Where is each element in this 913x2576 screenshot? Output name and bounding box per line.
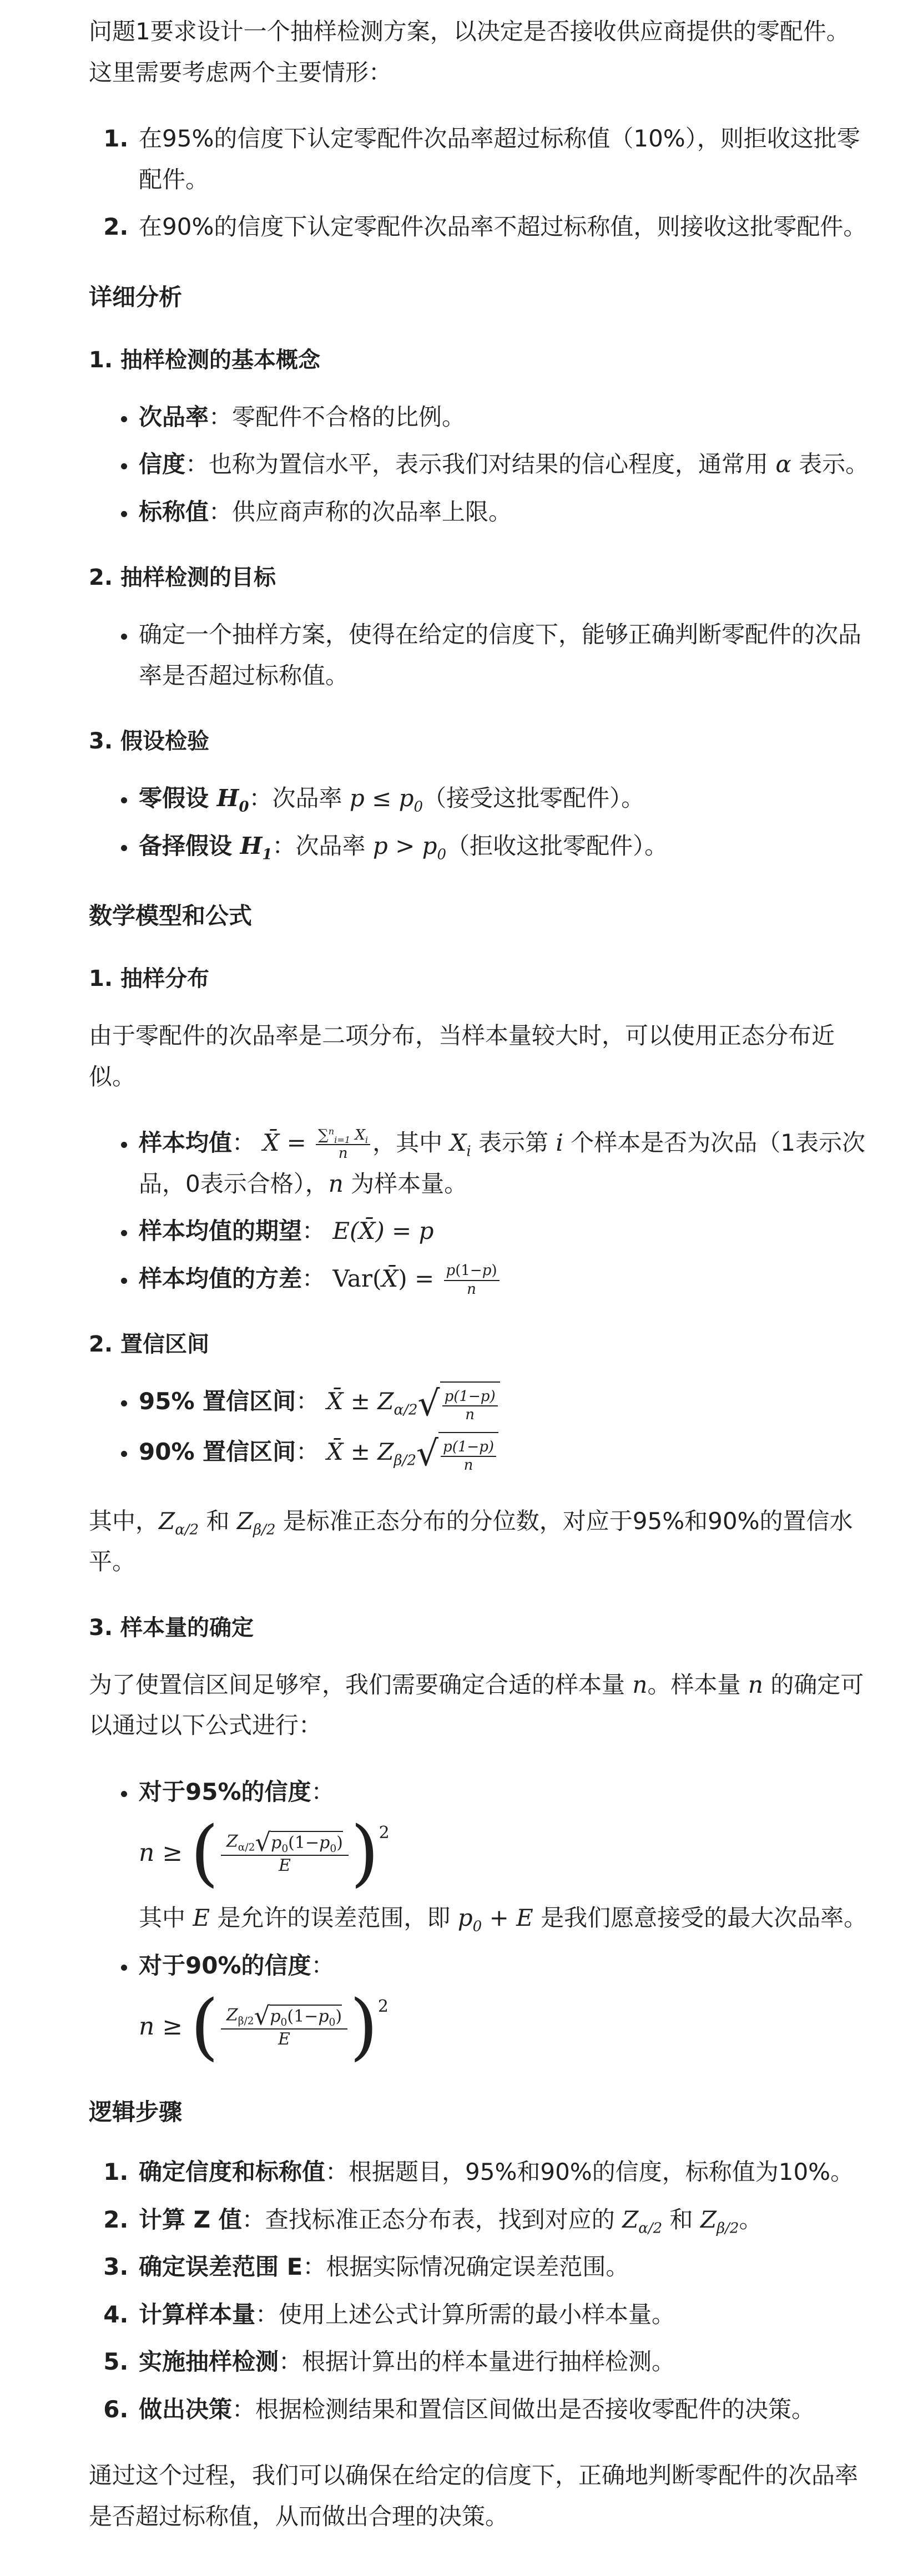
subheading-confidence-interval: 2. 置信区间 [89, 1332, 209, 1357]
math-sample-mean: X̄ = $\frac{\sum^n_{i=1} X_i}{n}$ [263, 1129, 372, 1156]
math-h1: $p > p_0$ [372, 832, 447, 863]
list-item-confidence: • 信度：也称为置信水平，表示我们对结果的信心程度，通常用 α 表示。 [137, 444, 871, 485]
concept-list [89, 397, 871, 533]
sample-size-paragraph: 为了使置信区间足够窄，我们需要确定合适的样本量 n。样本量 n 的确定可以通过以下公式进行： [89, 1671, 864, 1739]
goal-list [89, 614, 871, 696]
sample-size-list [89, 1772, 871, 2068]
formula-n-90: n ≥ ( $Z_{\beta/2}$ √ $p_0(1-p_0)$ E ) 2 [139, 1984, 389, 2068]
steps-list [89, 2152, 871, 2430]
intro-paragraph: 问题1要求设计一个抽样检测方案，以决定是否接收供应商提供的零配件。这里需要考虑两个主要情形： [89, 18, 850, 86]
formula-list [89, 1122, 871, 1299]
list-item-ci-95: • 95% 置信区间： X̄ ± $Z_{\alpha/2}$ √ $\frac{p(1-p)}{n}$ [137, 1381, 871, 1425]
subheading-sample-size: 3. 样本量的确定 [89, 1615, 254, 1641]
list-item-size-90: • 对于90%的信度： n ≥ ( $Z_{\beta/2}$ √ $p_0(1-p_0)$ E ) 2 [137, 1945, 871, 2063]
step-item: 4. 计算样本量：使用上述公式计算所需的最小样本量。 [137, 2294, 871, 2335]
list-item-alt-hypothesis: • 备择假设 $H_1$：次品率 $p > p_0$（拒收这批零配件）。 [137, 826, 871, 867]
list-item-goal: • 确定一个抽样方案，使得在给定的信度下，能够正确判断零配件的次品率是否超过标称值。 [137, 614, 871, 696]
math-expectation: E(X̄) = p [332, 1217, 434, 1244]
document-content [89, 11, 871, 2537]
step-item: 1. 确定信度和标称值：根据题目，95%和90%的信度，标称值为10%。 [137, 2152, 871, 2193]
section-heading-analysis: 详细分析 [89, 283, 183, 311]
math-variance: Var(X̄) = $\frac{p(1-p)}{n}$ [332, 1265, 501, 1292]
scenario-list [89, 118, 871, 247]
alpha-symbol: α [775, 451, 791, 478]
list-item-nominal: • 标称值：供应商声称的次品率上限。 [137, 492, 871, 533]
section-heading-model: 数学模型和公式 [89, 902, 253, 929]
hypothesis-list [89, 778, 871, 866]
formula-n-95: n ≥ ( $Z_{\alpha/2}$ √ $p_0(1-p_0)$ E ) 2 [139, 1810, 390, 1895]
math-ci-90: X̄ ± $Z_{\beta/2}$ √ $\frac{p(1-p)}{n}$ [327, 1438, 499, 1465]
scenario-item: 2. 在90%的信度下认定零配件次品率不超过标称值，则接收这批零配件。 [137, 206, 871, 247]
math-ci-95: X̄ ± $Z_{\alpha/2}$ √ $\frac{p(1-p)}{n}$ [327, 1388, 500, 1415]
list-item-null-hypothesis: • 零假设 $H_0$：次品率 $p \le p_0$（接受这批零配件）。 [137, 778, 871, 819]
step-item: 2. 计算 Z 值：查找标准正态分布表，找到对应的 $Z_{\alpha/2}$ 和 $Z_{\beta/2}$。 [137, 2199, 871, 2240]
interval-list [89, 1381, 871, 1475]
subheading-sampling-distribution: 1. 抽样分布 [89, 966, 209, 991]
math-h0: $p \le p_0$ [349, 785, 423, 816]
list-item-defect-rate: • 次品率：零配件不合格的比例。 [137, 397, 871, 438]
subheading-basic-concepts: 1. 抽样检测的基本概念 [89, 347, 320, 373]
section-heading-steps: 逻辑步骤 [89, 2098, 183, 2125]
list-item-size-95: • 对于95%的信度： n ≥ ( $Z_{\alpha/2}$ √ $p_0(1-p_0)$ E ) 2 其中 E 是允许的误差范围，即 $p_0 + E$ 是我们愿意接受的最大次品率。 [137, 1772, 871, 1939]
list-item-ci-90: • 90% 置信区间： X̄ ± $Z_{\beta/2}$ √ $\frac{p(1-p)}{n}$ [137, 1431, 871, 1475]
subheading-hypothesis: 3. 假设检验 [89, 728, 209, 754]
list-item-expectation: • 样本均值的期望： E(X̄) = p [137, 1211, 871, 1252]
step-item: 6. 做出决策：根据检测结果和置信区间做出是否接收零配件的决策。 [137, 2389, 871, 2430]
list-item-variance: • 样本均值的方差： Var(X̄) = $\frac{p(1-p)}{n}$ [137, 1258, 871, 1299]
conclusion-paragraph: 通过这个过程，我们可以确保在给定的信度下，正确地判断零配件的次品率是否超过标称值，从而做出合理的决策。 [89, 2462, 859, 2530]
subheading-goal: 2. 抽样检测的目标 [89, 565, 276, 590]
step-item: 3. 确定误差范围 E：根据实际情况确定误差范围。 [137, 2246, 871, 2287]
list-item-sample-mean: • 样本均值： X̄ = $\frac{\sum^n_{i=1} X_i}{n}$ ，其中 $X_i$ 表示第 i 个样本是否为次品（1表示次品，0表示合格），n 为样本量。 [137, 1122, 871, 1204]
scenario-item: 1. 在95%的信度下认定零配件次品率超过标称值（10%），则拒收这批零配件。 [137, 118, 871, 200]
quantile-note: 其中，$Z_{\alpha/2}$ 和 $Z_{\beta/2}$ 是标准正态分布的分位数，对应于95%和90%的置信水平。 [89, 1507, 853, 1575]
step-item: 5. 实施抽样检测：根据计算出的样本量进行抽样检测。 [137, 2341, 871, 2382]
distribution-paragraph: 由于零配件的次品率是二项分布，当样本量较大时，可以使用正态分布近似。 [89, 1022, 835, 1090]
